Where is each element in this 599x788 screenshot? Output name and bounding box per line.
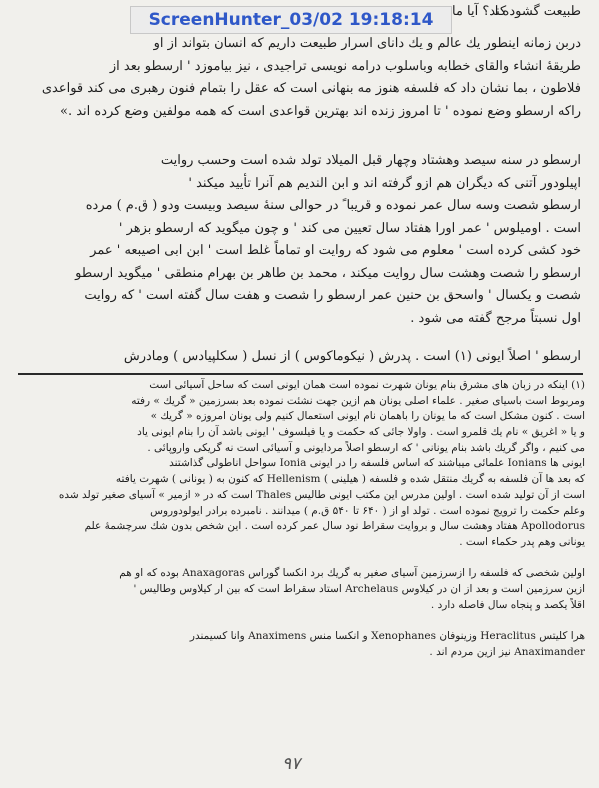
text-line: ارسطو در سنه سیصد وهشتاد وچهار قبل المیلاد تولد شده است وحسب روایت	[160, 153, 581, 168]
footnote-line: Anaximander نیز ازین مردم اند .	[429, 645, 585, 658]
text-line: خود كشی كرده است ' معلوم می شود كه روایت او تماماً غلط است ' ابن ابی اصیبعه ' عمر	[90, 243, 581, 258]
footnote-line: یونانی وهم پدر حكماء است .	[459, 535, 585, 548]
footnote-line: كه بعد ها آن فلسفه به گریك منتقل شده و فلسفه ( هیلینی ) Hellenism كه كنون به ( یونانی ) شهرت یافته	[115, 473, 585, 486]
footnote-divider	[18, 373, 583, 375]
text-line: اول نسبتاً مرجح گفته می شود .	[410, 310, 581, 326]
footnote-line: ایونی ها Ionians علمائی میباشند كه اساس فلسفه را در ایونی Ionia سواحل اناطولی گذاشتند	[169, 457, 585, 470]
footnote-spacer	[10, 613, 585, 629]
footnote-line: است از آن تولید شده است . اولین مدرس این مكتب ایونی طالیس Thales است كه در « ازمیر » آسیای صغیر تولد شده	[58, 488, 585, 501]
text-line: ارسطو ' اصلاً ایونی (۱) است . پدرش ( نیكوماكوس ) از نسل ( سكلپیادس ) ومادرش	[123, 349, 581, 364]
text-line: فلاطون ، بما نشان داد كه فلسفه هنوز مه بنهانی است كه عقل را بتمام فنون رهبری می كند قواعدی	[41, 81, 581, 96]
footnote-line: اقلاً یكصد و پنجاه سال فاصله دارد .	[430, 598, 585, 611]
text-line: اپیلودور آتنی كه دیگران هم ازو گرفته اند و ابن الندیم هم آنرا تأیید میكند '	[188, 175, 581, 191]
footnote-block	[10, 378, 585, 660]
footnote-line: (۱) اینكه در زبان های مشرق بنام یونان شهرت نموده است همان ایونی است كه ساحل آسیائی است	[149, 379, 585, 391]
footnote-line: وعلم حكمت را ترویج نموده است . تولد او از ( ۶۴۰ تا ۵۴۰ ق.م ) میدانند . نامبرده برادر ایولودوروس	[150, 504, 585, 517]
footnote-line: است . كنون مشكل است كه ما یونان را باهمان نام ایونی استعمال كنیم ولی یونان امروزه « گریك »	[150, 410, 585, 423]
paragraph-2	[14, 150, 581, 330]
text-line: شصت و یكسال ' واسحق بن حنین عمر ارسطو را شصت و هفت سال گفته است ' كه روایت	[84, 288, 581, 303]
footnote-line: Apollodorus هفتاد وهشت سال و بروایت سقراط نود سال عمر كرده است . این شخص بدون شك سرچشمهٔ علم	[84, 520, 585, 533]
text-line: ارسطو را شصت وهشت سال روایت میكند ، محمد بن طاهر بن بهرام منطقی ' میگوید ارسطو	[75, 265, 581, 281]
paragraph-1	[14, 33, 581, 123]
footnote-line: هرا كلیتس Heraclitus وزینوفان Xenophanes و انكسا منس Anaximens وانا كسیمندر	[189, 630, 585, 642]
paragraph-3	[14, 346, 581, 369]
text-line: ارسطو شصت وسه سال عمر نموده و قریبا ً در حوالی سنهٔ سیصد وبیست ودو ( ق.م ) مرده	[85, 198, 581, 213]
page-number: ۹۷	[282, 754, 301, 774]
text-line: طریقهٔ انشاء والقای خطابه وباسلوب درامه نویسی تراجیدی ، نیز بیاموزد ' ارسطو بعد از	[109, 58, 581, 74]
text-line: است . اومیلوس ' عمر اورا هفتاد سال تعیین می كند ' و چون میگوید كه ارسطو بزهر '	[118, 220, 581, 236]
screenhunter-timestamp-overlay: ScreenHunter_03/02 19:18:14	[130, 6, 452, 34]
footnote-line: اولین شخصی كه فلسفه را ازسرزمین آسیای صغیر به گریك برد انكسا گوراس Anaxagoras بوده كه او هم	[119, 567, 585, 580]
top-left-fragment: کند؟ آیا ما	[452, 4, 507, 19]
footnote-line: ومربوط است باسیای صغیر . علماء اصلی یونان هم ازین جهت نشئت نموده بعد بسرزمین « گریك » رفته	[131, 394, 585, 407]
footnote-line: و یا « اغریق » نام یك قلمرو است . واولا جائی كه حكمت و یا فیلسوف ' ایونی باشد آن را بنام ایونی یاد	[137, 426, 585, 439]
top-right-fragment: طبیعت گشوده ا	[494, 4, 581, 19]
footnote-line: ازین سرزمین است و بعد از ان در كیلاوس Archelaus استاد سقراط است كه بین ار كیلاوس وطالیس '	[133, 582, 585, 595]
footnote-line: می كنیم ، واگر گریك باشد بنام یونانی ' كه ارسطو اصلاً مردایونی و آسیائی است نه گریكی واروپائی .	[147, 441, 585, 454]
footnote-spacer	[10, 551, 585, 567]
text-line: دربن زمانه اینطور یك عالم و یك دانای اسرار طبیعت داریم كه انسان بتواند از او	[153, 36, 581, 51]
text-line: راكه ارسطو وضع نموده ' تا امروز زنده اند بهترین قواعدی است كه همه مولفین وضع كرده اند .»	[60, 103, 581, 119]
